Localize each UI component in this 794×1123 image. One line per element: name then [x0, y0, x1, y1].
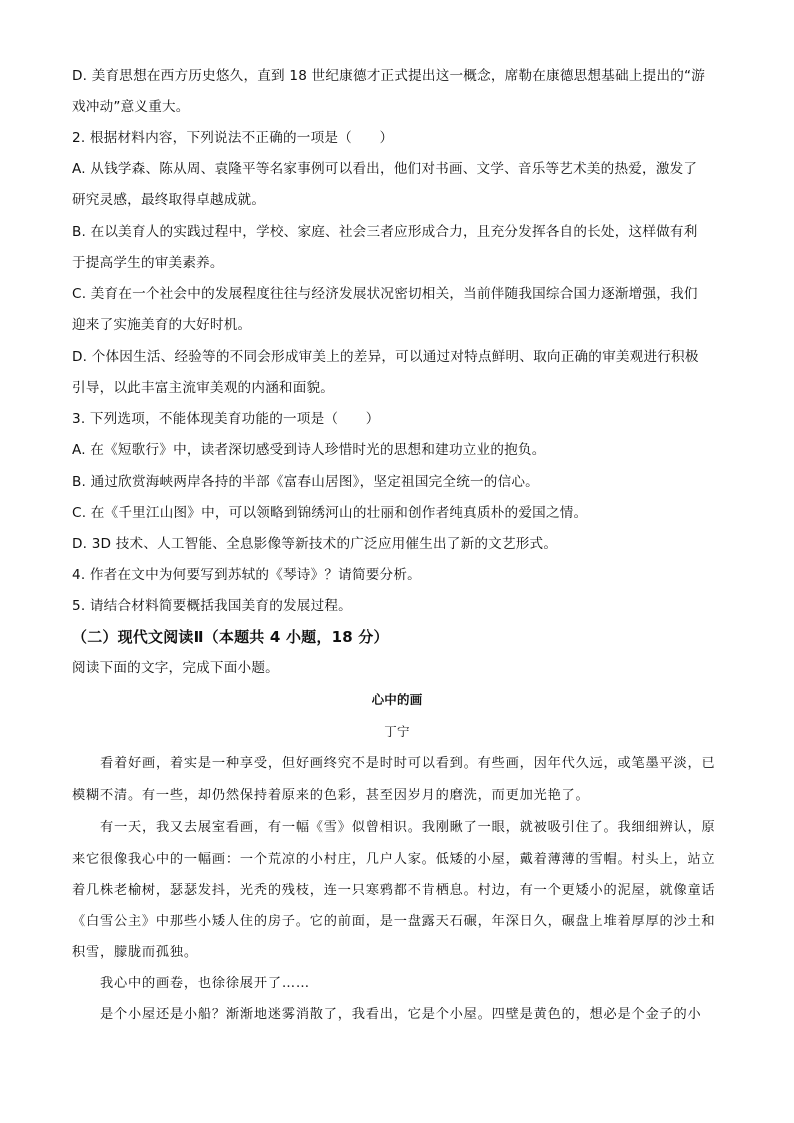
story-paragraph-2-line-4: 《白雪公主》中那些小矮人住的房子。它的前面，是一盘露天石碾，年深日久，碾盘上堆着厚厚的沙土和: [72, 914, 716, 929]
story-paragraph-2-line-2: 来它很像我心中的一幅画：一个荒凉的小村庄，几户人家。低矮的小屋，戴着薄薄的雪帽。村头上，站立: [72, 852, 716, 867]
question-5: 5. 请结合材料简要概括我国美育的发展过程。: [72, 598, 352, 614]
story-title: 心中的画: [371, 692, 423, 707]
q2-option-c-line-2: 迎来了实施美育的大好时机。: [72, 317, 252, 333]
question-4: 4. 作者在文中为何要写到苏轼的《琴诗》？请简要分析。: [72, 567, 421, 583]
q2-option-b-line-1: B. 在以美育人的实践过程中，学校、家庭、社会三者应形成合力，且充分发挥各自的长处，这样做有利: [72, 224, 698, 240]
q2-option-a-line-2: 研究灵感，最终取得卓越成就。: [72, 192, 266, 208]
q2-option-b-line-2: 于提高学生的审美素养。: [72, 255, 224, 271]
q2-option-d-line-2: 引导，以此丰富主流审美观的内涵和面貌。: [72, 380, 335, 396]
question-3: 3. 下列选项，不能体现美育功能的一项是（ ）: [72, 411, 380, 427]
reading-instruction: 阅读下面的文字，完成下面小题。: [72, 660, 279, 676]
story-paragraph-2-line-5: 积雪，朦胧而孤独。: [72, 945, 198, 960]
story-paragraph-4-line-1: 是个小屋还是小船？渐渐地迷雾消散了，我看出，它是个小屋。四壁是黄色的，想必是个金子的小: [100, 1007, 702, 1022]
story-paragraph-2-line-3: 着几株老榆树，瑟瑟发抖，光秃的残枝，连一只寒鸦都不肯栖息。村边，有一个更矮小的泥屋，就像童话: [72, 883, 716, 898]
q2-option-c-line-1: C. 美育在一个社会中的发展程度往往与经济发展状况密切相关，当前伴随我国综合国力逐渐增强，我们: [72, 286, 698, 302]
q3-option-c: C. 在《千里江山图》中，可以领略到锦绣河山的壮丽和创作者纯真质朴的爱国之情。: [72, 505, 588, 521]
q2-option-a-line-1: A. 从钱学森、陈从周、袁隆平等名家事例可以看出，他们对书画、文学、音乐等艺术美的热爱，激发了: [72, 161, 698, 177]
q3-option-b: B. 通过欣赏海峡两岸各持的半部《富春山居图》，坚定祖国完全统一的信心。: [72, 474, 539, 490]
q2-option-d-line-1: D. 个体因生活、经验等的不同会形成审美上的差异，可以通过对特点鲜明、取向正确的审美观进行积极: [72, 349, 699, 365]
q3-option-a: A. 在《短歌行》中，读者深切感受到诗人珍惜时光的思想和建功立业的抱负。: [72, 442, 546, 458]
question-2: 2. 根据材料内容，下列说法不正确的一项是（ ）: [72, 130, 394, 146]
story-author: 丁宁: [384, 724, 410, 739]
section-heading: （二）现代文阅读Ⅱ（本题共 4 小题，18 分）: [72, 628, 389, 646]
option-d-line-2: 戏冲动”意义重大。: [72, 99, 190, 115]
story-paragraph-1-line-1: 看着好画，着实是一种享受，但好画终究不是时时可以看到。有些画，因年代久远，或笔墨平淡，已: [100, 756, 716, 771]
q3-option-d: D. 3D 技术、人工智能、全息影像等新技术的广泛应用催生出了新的文艺形式。: [72, 536, 558, 552]
story-paragraph-1-line-2: 模糊不清。有一些，却仍然保持着原来的色彩，甚至因岁月的磨洗，而更加光艳了。: [72, 788, 590, 803]
story-paragraph-2-line-1: 有一天，我又去展室看画，有一幅《雪》似曾相识。我刚瞅了一眼，就被吸引住了。我细细辨认，原: [100, 820, 716, 835]
story-paragraph-3: 我心中的画卷，也徐徐展开了……: [100, 976, 310, 991]
option-d-line-1: D. 美育思想在西方历史悠久，直到 18 世纪康德才正式提出这一概念，席勒在康德思想基础上提出的“游: [72, 68, 706, 84]
